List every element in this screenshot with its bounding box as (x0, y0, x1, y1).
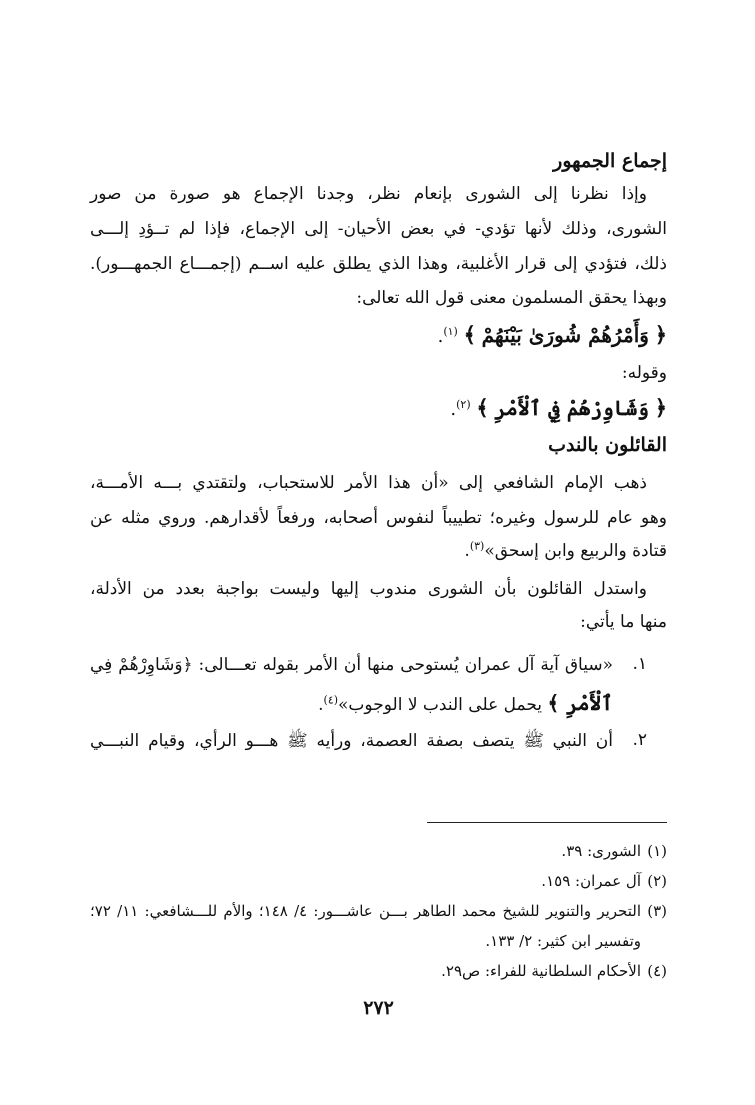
paragraph-line: وإذا نظرنا إلى الشورى بإنعام نظر، وجدنا الإجماع هو صورة من صور (90, 184, 647, 204)
quran-verse-1 (438, 322, 667, 347)
footnote-number: (٣) (647, 902, 667, 920)
verse-close-bracket: ﴾ (476, 395, 489, 420)
footnote-text: التحرير والتنوير للشيخ محمد الطاهر بـــن عاشـــور: ٤/ ١٤٨؛ والأم للـــشافعي: ١١/ ٧٢؛ (90, 902, 641, 920)
list-item-text: أن النبي ﷺ يتصف بصفة العصمة، ورأيه ﷺ هـــو الرأي، وقيام النبـــي (90, 731, 613, 751)
verse-open-bracket: ﴿ (654, 322, 667, 347)
footnote-number: (٢) (647, 872, 667, 890)
page-number: ٢٧٢ (363, 997, 394, 1019)
list-item-continuation: يحمل على الندب لا الوجوب» (338, 695, 548, 715)
footnote-text: آل عمران: ١٥٩. (541, 872, 641, 890)
section-heading-recommendation: القائلون بالندب (548, 434, 667, 456)
paragraph-line: الشورى، وذلك لأنها تؤدي- في بعض الأحيان- إلى الإجماع، فإذا لم تــؤدِ إلـــى (90, 219, 667, 239)
footnote-number: (١) (647, 842, 667, 860)
verse-end: . (450, 399, 457, 420)
footnote-ref: (٢) (456, 398, 471, 411)
section-heading-consensus: إجماع الجمهور (553, 150, 667, 172)
paragraph-end: . (464, 541, 470, 561)
verse-text: وَشَاوِرْهُمْ فِي ٱلْأَمْرِ (494, 396, 649, 420)
list-item-end: . (318, 695, 324, 715)
verse-open-bracket: ﴿ (654, 395, 667, 420)
paragraph-line: منها ما يأتي: (580, 612, 667, 632)
paragraph-line (90, 539, 667, 561)
verse-text: وَأَمْرُهُمْ شُورَىٰ بَيْنَهُمْ (481, 323, 649, 347)
footnote (90, 842, 667, 860)
list-item-number: ٢. (632, 730, 647, 750)
footnote-continuation: وتفسير ابن كثير: ٢/ ١٣٣. (485, 932, 641, 950)
verse-text: ٱلْأَمْرِ ﴾ (547, 691, 613, 715)
footnote-ref: (٣) (469, 539, 485, 553)
footnote (90, 902, 667, 920)
verse-end: . (437, 326, 444, 347)
book-page (90, 0, 667, 1105)
list-item-text: «سياق آية آل عمران يُستوحى منها أن الأمر بقوله تعـــالى: ﴿وَشَاوِرْهُمْ فِي (90, 655, 613, 675)
paragraph-line: وبهذا يحقق المسلمون معنى قول الله تعالى: (356, 288, 667, 308)
footnote-separator (427, 822, 667, 823)
paragraph-line: وقوله: (621, 363, 667, 383)
footnote-ref: (٤) (323, 693, 339, 707)
footnote-ref: (١) (443, 325, 458, 338)
verse-close-bracket: ﴾ (463, 322, 476, 347)
paragraph-line: ذهب الإمام الشافعي إلى «أن هذا الأمر للاستحباب، ولتقتدي بـــه الأمـــة، (90, 473, 647, 493)
list-item-number: ١. (632, 654, 647, 674)
paragraph-line: ذلك، فتؤدي إلى قرار الأغلبية، وهذا الذي يطلق عليه اســم (إجمـــاع الجمهـــور). (90, 254, 667, 274)
paragraph-line: واستدل القائلون بأن الشورى مندوب إليها وليست بواجبة بعدد من الأدلة، (90, 579, 647, 599)
paragraph-text: قتادة والربيع وابن إسحق» (484, 541, 667, 561)
list-item-text (90, 691, 613, 715)
quran-verse-2 (450, 395, 667, 420)
paragraph-line: وهو عام للرسول وغيره؛ تطييباً لنفوس أصحابه، ورفعاً لأقدارهم. وروي مثله عن (90, 508, 667, 528)
footnote-text: الأحكام السلطانية للفراء: ص٢٩. (441, 962, 641, 980)
footnote-text: الشورى: ٣٩. (561, 842, 641, 860)
footnote (90, 872, 667, 890)
footnote (90, 962, 667, 980)
footnote-number: (٤) (647, 962, 667, 980)
